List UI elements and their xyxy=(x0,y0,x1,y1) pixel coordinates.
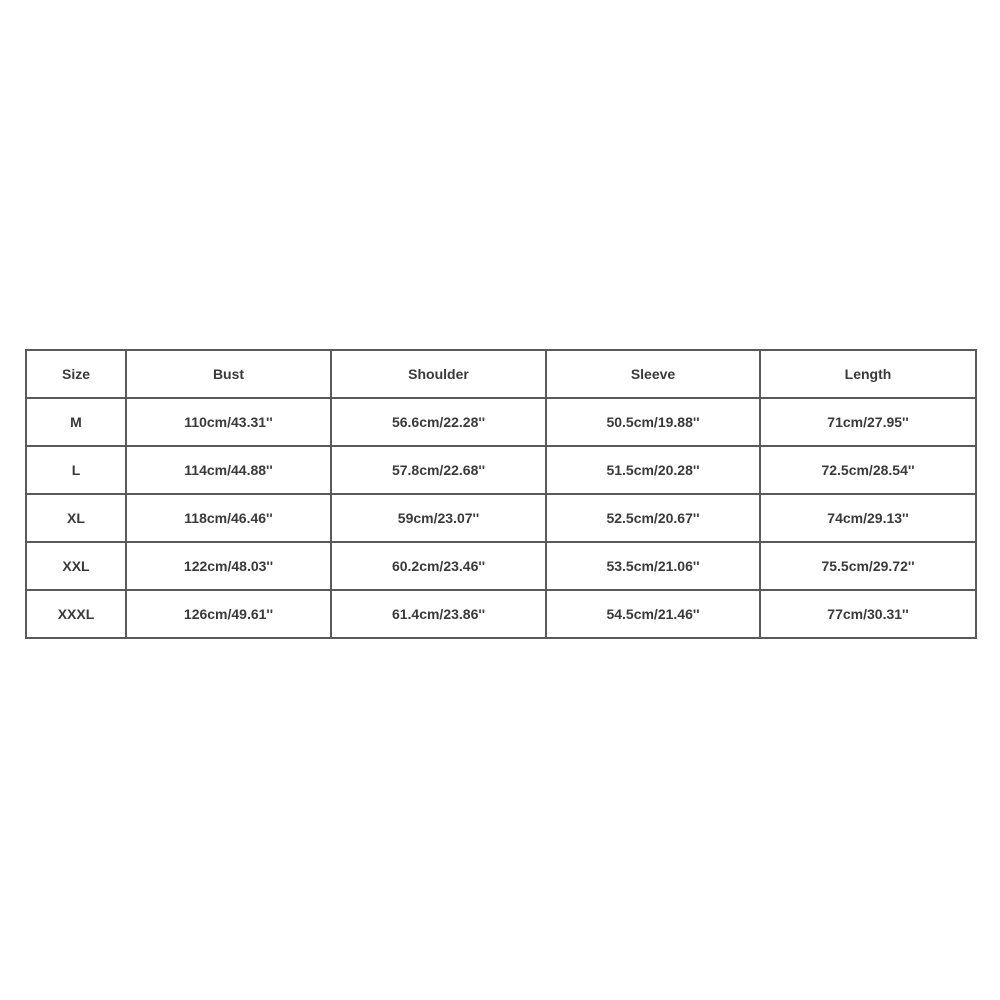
sleeve-cell: 51.5cm/20.28'' xyxy=(546,446,760,494)
size-chart-table xyxy=(25,349,977,639)
bust-cell: 118cm/46.46'' xyxy=(126,494,331,542)
size-cell: XXXL xyxy=(26,590,126,638)
length-cell: 71cm/27.95'' xyxy=(760,398,976,446)
shoulder-cell: 59cm/23.07'' xyxy=(331,494,546,542)
header-sleeve: Sleeve xyxy=(546,350,760,398)
sleeve-cell: 52.5cm/20.67'' xyxy=(546,494,760,542)
header-bust: Bust xyxy=(126,350,331,398)
length-cell: 72.5cm/28.54'' xyxy=(760,446,976,494)
header-row xyxy=(26,350,976,398)
size-cell: M xyxy=(26,398,126,446)
shoulder-cell: 61.4cm/23.86'' xyxy=(331,590,546,638)
header-size: Size xyxy=(26,350,126,398)
length-cell: 74cm/29.13'' xyxy=(760,494,976,542)
size-cell: XXL xyxy=(26,542,126,590)
header-shoulder: Shoulder xyxy=(331,350,546,398)
bust-cell: 126cm/49.61'' xyxy=(126,590,331,638)
shoulder-cell: 60.2cm/23.46'' xyxy=(331,542,546,590)
table-row xyxy=(26,446,976,494)
sleeve-cell: 54.5cm/21.46'' xyxy=(546,590,760,638)
table-row xyxy=(26,590,976,638)
table-row xyxy=(26,542,976,590)
shoulder-cell: 57.8cm/22.68'' xyxy=(331,446,546,494)
bust-cell: 122cm/48.03'' xyxy=(126,542,331,590)
bust-cell: 114cm/44.88'' xyxy=(126,446,331,494)
sleeve-cell: 50.5cm/19.88'' xyxy=(546,398,760,446)
length-cell: 75.5cm/29.72'' xyxy=(760,542,976,590)
sleeve-cell: 53.5cm/21.06'' xyxy=(546,542,760,590)
header-length: Length xyxy=(760,350,976,398)
length-cell: 77cm/30.31'' xyxy=(760,590,976,638)
table-row xyxy=(26,494,976,542)
size-cell: XL xyxy=(26,494,126,542)
bust-cell: 110cm/43.31'' xyxy=(126,398,331,446)
size-cell: L xyxy=(26,446,126,494)
shoulder-cell: 56.6cm/22.28'' xyxy=(331,398,546,446)
table-row xyxy=(26,398,976,446)
